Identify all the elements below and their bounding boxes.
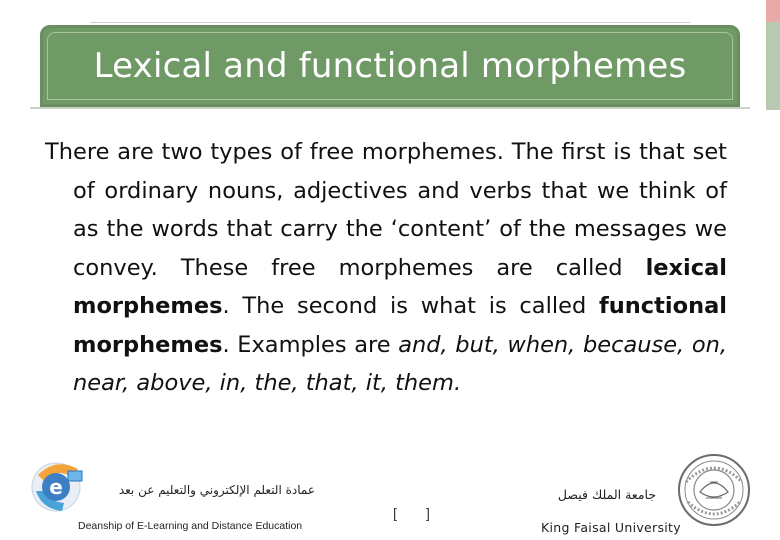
deanship-name-english: Deanship of E-Learning and Distance Education <box>78 520 303 532</box>
university-name-arabic: جامعة الملك فيصل <box>557 487 657 502</box>
svg-text:e: e <box>49 475 63 499</box>
body-text-segment: . Examples are <box>222 331 399 358</box>
term-functional-morphemes: functional morphemes <box>73 293 727 358</box>
corner-accent-pink <box>766 0 780 22</box>
body-text-segment: There are two types of free morphemes. The first is that set of ordinary nouns, adjectives and verbs that we think of as the words that carry the ‘content’ of the messages we convey. These free morphemes are called <box>45 139 727 281</box>
e-learning-logo-icon <box>28 455 88 515</box>
body-paragraph-container <box>45 133 727 403</box>
side-accent-green <box>766 22 780 110</box>
term-lexical-morphemes: lexical morphemes <box>73 254 727 319</box>
page-number-bracket-left: [ <box>393 505 397 521</box>
university-name-english: King Faisal University <box>541 520 681 535</box>
footer-divider <box>90 22 690 23</box>
page-number-bracket-right: ] <box>426 505 430 521</box>
deanship-name-arabic: عمادة التعلم الإلكتروني والتعليم عن بعد <box>118 483 315 497</box>
body-text-segment: . The second is what is called <box>222 293 599 319</box>
examples-list: and, but, when, because, on, near, above, in, the, that, it, them. <box>73 331 727 396</box>
slide-title: Lexical and functional morphemes <box>93 46 687 86</box>
title-divider <box>30 107 750 109</box>
university-seal-icon <box>676 452 752 528</box>
title-bar <box>40 25 740 107</box>
body-paragraph <box>45 133 727 403</box>
